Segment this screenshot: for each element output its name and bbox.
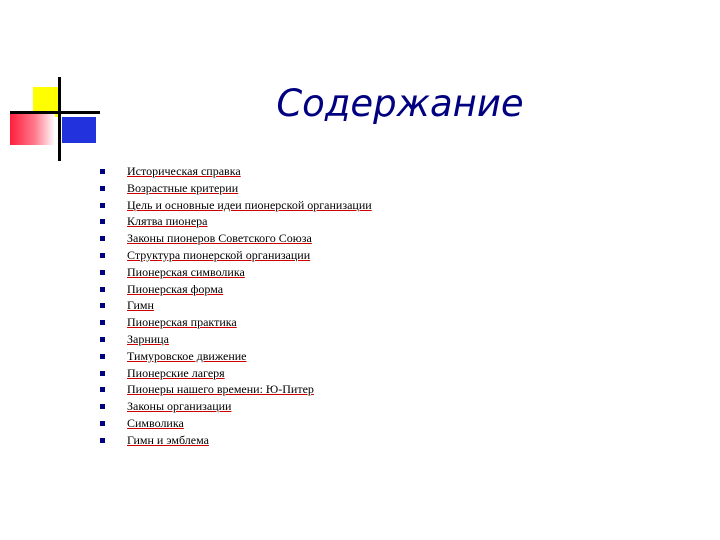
contents-link[interactable]: Гимн (127, 298, 154, 313)
list-item (100, 381, 372, 398)
slide-title: Содержание (276, 82, 524, 125)
square-bullet-icon (100, 270, 105, 275)
list-item (100, 314, 372, 331)
contents-link[interactable]: Пионеры нашего времени: Ю-Питер (127, 382, 314, 397)
contents-link[interactable]: Символика (127, 415, 184, 430)
contents-link[interactable]: Цель и основные идеи пионерской организации (127, 197, 372, 212)
contents-link[interactable]: Пионерская практика (127, 315, 237, 330)
contents-list (100, 163, 372, 449)
contents-link[interactable]: Законы пионеров Советского Союза (127, 231, 312, 246)
contents-link[interactable]: Структура пионерской организации (127, 247, 311, 262)
square-bullet-icon (100, 303, 105, 308)
list-item (100, 348, 372, 365)
square-bullet-icon (100, 438, 105, 443)
red-gradient-rectangle (10, 113, 55, 145)
square-bullet-icon (100, 371, 105, 376)
list-item (100, 432, 372, 449)
list-item (100, 247, 372, 264)
contents-link[interactable]: Историческая справка (127, 164, 241, 178)
horizontal-rule (10, 111, 100, 114)
contents-link[interactable]: Тимуровское движение (127, 348, 247, 363)
contents-link[interactable]: Возрастные критерии (127, 180, 239, 195)
list-item (100, 415, 372, 432)
square-bullet-icon (100, 354, 105, 359)
square-bullet-icon (100, 287, 105, 292)
contents-link[interactable]: Пионерская форма (127, 281, 224, 296)
vertical-rule (58, 77, 61, 161)
square-bullet-icon (100, 169, 105, 174)
square-bullet-icon (100, 320, 105, 325)
list-item (100, 197, 372, 214)
square-bullet-icon (100, 219, 105, 224)
list-item (100, 264, 372, 281)
contents-link[interactable]: Клятва пионера (127, 214, 208, 229)
list-item (100, 398, 372, 415)
square-bullet-icon (100, 387, 105, 392)
contents-link[interactable]: Гимн и эмблема (127, 432, 209, 447)
square-bullet-icon (100, 337, 105, 342)
contents-link[interactable]: Пионерские лагеря (127, 365, 225, 380)
blue-square (62, 117, 96, 143)
list-item (100, 230, 372, 247)
contents-link[interactable]: Законы организации (127, 399, 232, 414)
square-bullet-icon (100, 236, 105, 241)
list-item (100, 213, 372, 230)
contents-link[interactable]: Пионерская символика (127, 264, 245, 279)
contents-link[interactable]: Зарница (127, 331, 169, 346)
square-bullet-icon (100, 186, 105, 191)
list-item (100, 331, 372, 348)
list-item (100, 365, 372, 382)
list-item (100, 180, 372, 197)
list-item (100, 281, 372, 298)
list-item (100, 163, 372, 180)
corner-decoration (0, 0, 110, 170)
list-item (100, 297, 372, 314)
square-bullet-icon (100, 203, 105, 208)
square-bullet-icon (100, 421, 105, 426)
square-bullet-icon (100, 253, 105, 258)
square-bullet-icon (100, 404, 105, 409)
